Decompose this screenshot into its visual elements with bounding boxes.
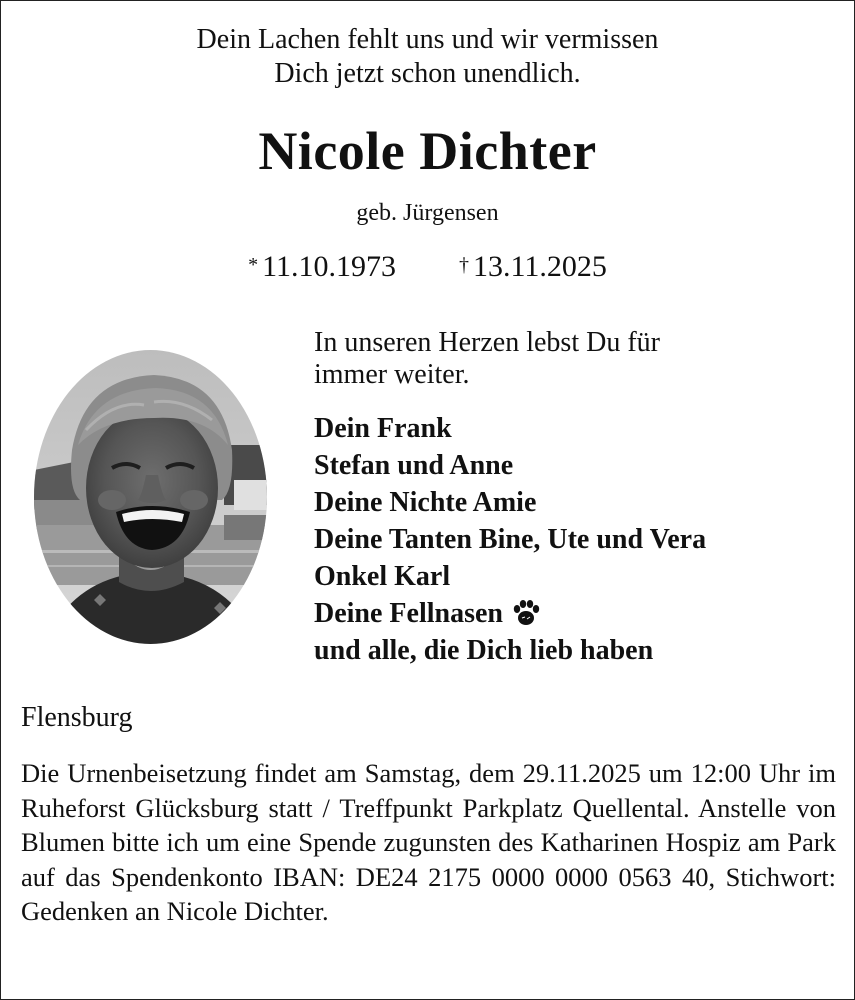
mourners-list [314, 410, 844, 669]
mourner-line: Onkel Karl [314, 561, 451, 592]
place: Flensburg [21, 702, 133, 733]
death-date: 13.11.2025 [473, 250, 607, 283]
motto-line-1: Dein Lachen fehlt uns und wir vermissen [196, 24, 659, 55]
mourner-pets-label: Deine Fellnasen [314, 598, 503, 629]
mourner-line: Deine Nichte Amie [314, 487, 537, 518]
birth-date: 11.10.1973 [262, 250, 396, 283]
mourner-line-pets [314, 595, 844, 632]
motto-line-2: Dich jetzt schon unendlich. [274, 58, 581, 89]
mourner-line: Deine Tanten Bine, Ute und Vera [314, 524, 707, 555]
birth-name: geb. Jürgensen [356, 200, 499, 226]
portrait-photo [34, 350, 267, 644]
motto [1, 23, 854, 91]
life-dates [1, 249, 854, 285]
intro-line-2: immer weiter. [314, 359, 470, 390]
funeral-details: Die Urnenbeisetzung findet am Samstag, dem 29.11.2025 um 12:00 Uhr im Ruheforst Glücksburg statt / Treffpunkt Parkplatz Quellental. Anstelle von Blumen bitte ich um eine Spende zugunsten des Katharinen Hospiz am Park auf das Spendenkonto IBAN: DE24 2175 0000 0000 0563 40, Stichwort: Gedenken an Nicole Dichter. [21, 758, 836, 926]
intro-text [314, 327, 834, 391]
mourner-line: Stefan und Anne [314, 450, 514, 481]
deceased-name: Nicole Dichter [258, 121, 597, 181]
mourner-line: Dein Frank [314, 413, 452, 444]
intro-line-1: In unseren Herzen lebst Du für [314, 327, 660, 358]
paw-print-icon [511, 598, 541, 628]
death-symbol: † [459, 254, 469, 276]
birth-symbol: * [248, 254, 259, 276]
portrait-image [34, 350, 267, 644]
mourner-line: und alle, die Dich lieb haben [314, 635, 654, 666]
